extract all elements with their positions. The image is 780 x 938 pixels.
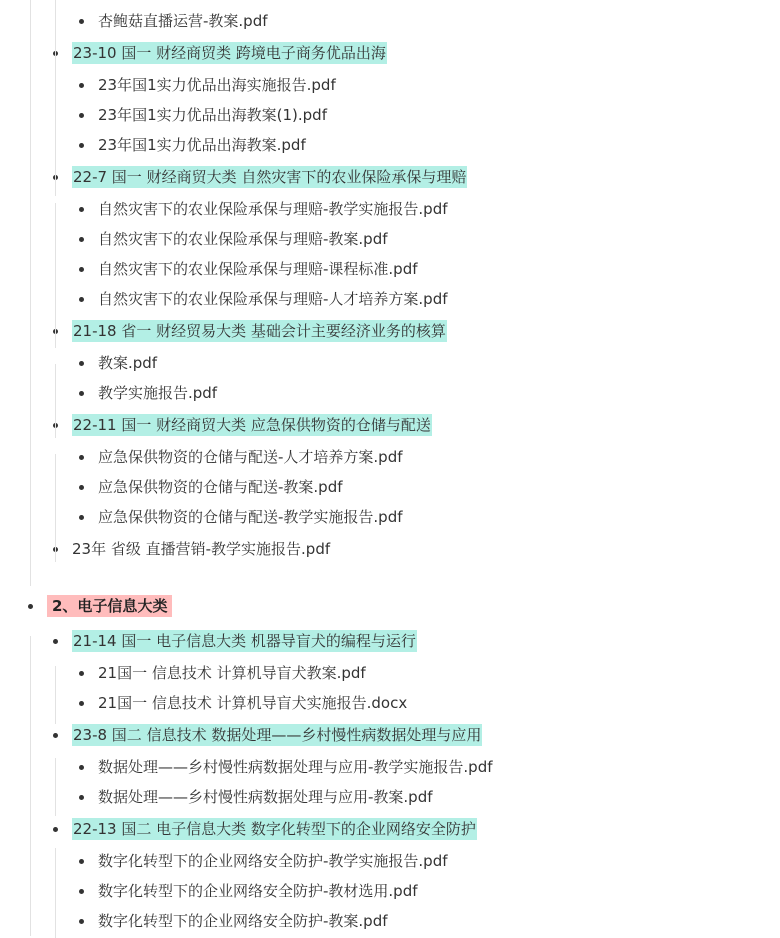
bullet-icon [79, 83, 84, 88]
file-link[interactable] [0, 752, 780, 782]
bullet-icon [79, 765, 84, 770]
file-link-label[interactable]: 数字化转型下的企业网络安全防护-教材选用.pdf [98, 882, 418, 900]
folder-item [0, 160, 780, 194]
bullet-icon [53, 733, 58, 738]
bullet-icon [79, 297, 84, 302]
folder-item [0, 718, 780, 752]
file-link[interactable] [0, 6, 780, 36]
file-link[interactable] [0, 284, 780, 314]
file-link-label[interactable]: 23年国1实力优品出海实施报告.pdf [98, 76, 336, 94]
bullet-icon [79, 143, 84, 148]
category-heading-label: 2、电子信息大类 [47, 595, 172, 617]
folder-item [0, 314, 780, 348]
file-link[interactable] [0, 378, 780, 408]
indent-guide [30, 636, 31, 936]
indent-guide [55, 758, 56, 816]
file-link[interactable] [0, 224, 780, 254]
file-link-label[interactable]: 教学实施报告.pdf [98, 384, 218, 402]
file-link[interactable] [0, 846, 780, 876]
file-link-label[interactable]: 数字化转型下的企业网络安全防护-教案.pdf [98, 912, 388, 930]
file-link-label[interactable]: 杏鲍菇直播运营-教案.pdf [98, 12, 268, 30]
file-link[interactable] [0, 658, 780, 688]
bullet-icon [28, 604, 33, 609]
file-link[interactable] [0, 348, 780, 378]
folder-item-label: 23-8 国二 信息技术 数据处理——乡村慢性病数据处理与应用 [73, 726, 482, 744]
file-link[interactable] [0, 782, 780, 812]
bullet-icon [79, 889, 84, 894]
file-link[interactable] [0, 688, 780, 718]
category-heading [0, 588, 780, 624]
bullet-icon [79, 267, 84, 272]
bullet-icon [79, 391, 84, 396]
file-link[interactable] [0, 130, 780, 160]
bullet-icon [79, 859, 84, 864]
indent-guide [55, 0, 56, 196]
file-link-label[interactable]: 数字化转型下的企业网络安全防护-教学实施报告.pdf [98, 852, 448, 870]
file-link-label[interactable]: 数据处理——乡村慢性病数据处理与应用-教案.pdf [98, 788, 433, 806]
bullet-icon [79, 671, 84, 676]
file-link-label[interactable]: 自然灾害下的农业保险承保与理赔-人才培养方案.pdf [98, 290, 448, 308]
indent-guide [30, 0, 31, 586]
file-link-label[interactable]: 23年国1实力优品出海教案.pdf [98, 136, 306, 154]
bullet-icon [79, 919, 84, 924]
bullet-icon [53, 827, 58, 832]
file-link-label[interactable]: 21国一 信息技术 计算机导盲犬教案.pdf [98, 664, 366, 682]
bullet-icon [79, 113, 84, 118]
folder-item [0, 408, 780, 442]
bullet-icon [79, 455, 84, 460]
file-link-label[interactable]: 23年国1实力优品出海教案(1).pdf [98, 106, 327, 124]
file-link-label[interactable]: 应急保供物资的仓储与配送-人才培养方案.pdf [98, 448, 403, 466]
file-link[interactable] [0, 254, 780, 284]
file-link[interactable] [0, 472, 780, 502]
file-link[interactable] [0, 502, 780, 532]
file-link-label[interactable]: 教案.pdf [98, 354, 158, 372]
bullet-icon [79, 701, 84, 706]
folder-item-label: 22-13 国二 电子信息大类 数字化转型下的企业网络安全防护 [73, 820, 476, 838]
file-link[interactable] [0, 194, 780, 224]
file-link-label[interactable]: 23年 省级 直播营销-教学实施报告.pdf [72, 540, 331, 558]
file-link[interactable] [0, 876, 780, 906]
bullet-icon [79, 515, 84, 520]
folder-item [0, 812, 780, 846]
folder-item-label: 22-11 国一 财经商贸大类 应急保供物资的仓储与配送 [73, 416, 431, 434]
bullet-icon [79, 19, 84, 24]
folder-item-label: 23-10 国一 财经商贸类 跨境电子商务优品出海 [73, 44, 386, 62]
file-link-label[interactable]: 21国一 信息技术 计算机导盲犬实施报告.docx [98, 694, 408, 712]
file-link[interactable] [0, 70, 780, 100]
folder-item [0, 624, 780, 658]
folder-item [0, 36, 780, 70]
indent-guide [55, 364, 56, 438]
file-link-label[interactable]: 数据处理——乡村慢性病数据处理与应用-教学实施报告.pdf [98, 758, 493, 776]
bullet-icon [79, 485, 84, 490]
file-link-label[interactable]: 自然灾害下的农业保险承保与理赔-教案.pdf [98, 230, 388, 248]
file-link[interactable] [0, 100, 780, 130]
bullet-icon [53, 639, 58, 644]
folder-item-label: 22-7 国一 财经商贸大类 自然灾害下的农业保险承保与理赔 [73, 168, 467, 186]
bullet-icon [79, 361, 84, 366]
file-link[interactable] [0, 532, 780, 566]
file-link[interactable] [0, 906, 780, 936]
indent-guide [55, 454, 56, 562]
bullet-icon [79, 207, 84, 212]
indent-guide [55, 848, 56, 938]
file-link-label[interactable]: 自然灾害下的农业保险承保与理赔-课程标准.pdf [98, 260, 418, 278]
bullet-icon [79, 795, 84, 800]
folder-item-label: 21-14 国一 电子信息大类 机器导盲犬的编程与运行 [73, 632, 416, 650]
indent-guide [55, 203, 56, 348]
file-link[interactable] [0, 442, 780, 472]
file-link-label[interactable]: 应急保供物资的仓储与配送-教学实施报告.pdf [98, 508, 403, 526]
bullet-icon [79, 237, 84, 242]
indent-guide [55, 666, 56, 724]
folder-item-label: 21-18 省一 财经贸易大类 基础会计主要经济业务的核算 [73, 322, 446, 340]
file-link-label[interactable]: 应急保供物资的仓储与配送-教案.pdf [98, 478, 343, 496]
file-link-label[interactable]: 自然灾害下的农业保险承保与理赔-教学实施报告.pdf [98, 200, 448, 218]
